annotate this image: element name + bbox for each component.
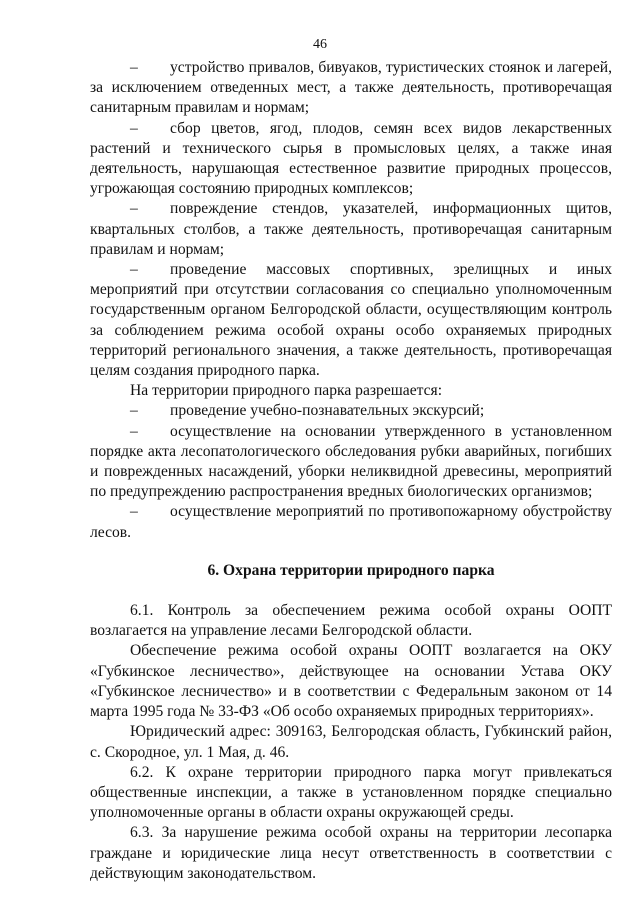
allowed-intro: На территории природного парка разрешается: (130, 382, 443, 400)
section-paragraph: 6.2. К охране территории природного парка могут привлекаться общественные инспекции, а также в установленном порядке специально уполномоченные органы в области охраны окружающей среды. (90, 763, 612, 822)
dash-marker: – (130, 200, 138, 218)
item-text: проведение массовых спортивных, зрелищных и иных мероприятий при отсутствии согласования со специально уполномоченным государственным органом Белгородской области, осуществляющим контроль за соблюдением режима особой охраны особо охраняемых природных территорий регионального значения, а также деятельность, противоречащая целям создания природного парка. (90, 261, 612, 380)
allowed-item (90, 401, 612, 421)
item-text: устройство привалов, бивуаков, туристических стоянок и лагерей, за исключением отведенных мест, а также деятельность, противоречащая санитарным правилам и нормам; (90, 59, 612, 117)
allowed-item (90, 422, 612, 503)
dash-marker: – (130, 503, 138, 521)
dash-marker: – (130, 402, 138, 420)
section-paragraph: 6.1. Контроль за обеспечением режима особой охраны ООПТ возлагается на управление лесами Белгородской области. (90, 602, 612, 640)
dash-marker: – (130, 119, 138, 137)
prohibited-item (90, 199, 612, 260)
item-text: осуществление на основании утвержденного в установленном порядке акта лесопатологического обследования рубки аварийных, погибших и поврежденных насаждений, уборки неликвидной древесины, мероприятий по предупреждению распространения вредных биологических организмов; (90, 422, 612, 501)
prohibited-item (90, 58, 612, 119)
dash-marker: – (130, 422, 138, 440)
prohibited-item (90, 260, 612, 381)
prohibited-item (90, 119, 612, 200)
item-text: осуществление мероприятий по противопожарному обустройству лесов. (90, 503, 612, 541)
item-text: проведение учебно-познавательных экскурсий; (170, 402, 485, 420)
item-text: сбор цветов, ягод, плодов, семян всех видов лекарственных растений и технического сырья в промысловых целях, а также иная деятельность, нарушающая естественное развитие природных процессов, угрожающая состоянию природных комплексов; (90, 119, 612, 198)
item-text: повреждение стендов, указателей, информационных щитов, квартальных столбов, а также деятельность, противоречащая санитарным правилам и нормам; (90, 200, 612, 258)
section-paragraph: Юридический адрес: 309163, Белгородская область, Губкинский район, с. Скородное, ул. 1 Мая, д. 46. (90, 723, 612, 761)
document-body (90, 58, 612, 884)
page-number: 46 (313, 37, 327, 52)
section-paragraph: 6.3. За нарушение режима особой охраны на территории лесопарка граждане и юридические лица несут ответственность в соответствии с действующим законодательством. (90, 824, 612, 882)
dash-marker: – (130, 59, 138, 76)
dash-marker: – (130, 261, 138, 279)
section-heading: 6. Охрана территории природного парка (207, 561, 495, 579)
allowed-item (90, 502, 612, 542)
section-paragraph: Обеспечение режима особой охраны ООПТ возлагается на ОКУ «Губкинское лесничество», действующее на основании Устава ОКУ «Губкинское лесничество» и в соответствии с Федеральным законом от 14 марта 1995 года № 33-ФЗ «Об особо охраняемых природных территориях». (90, 642, 612, 721)
